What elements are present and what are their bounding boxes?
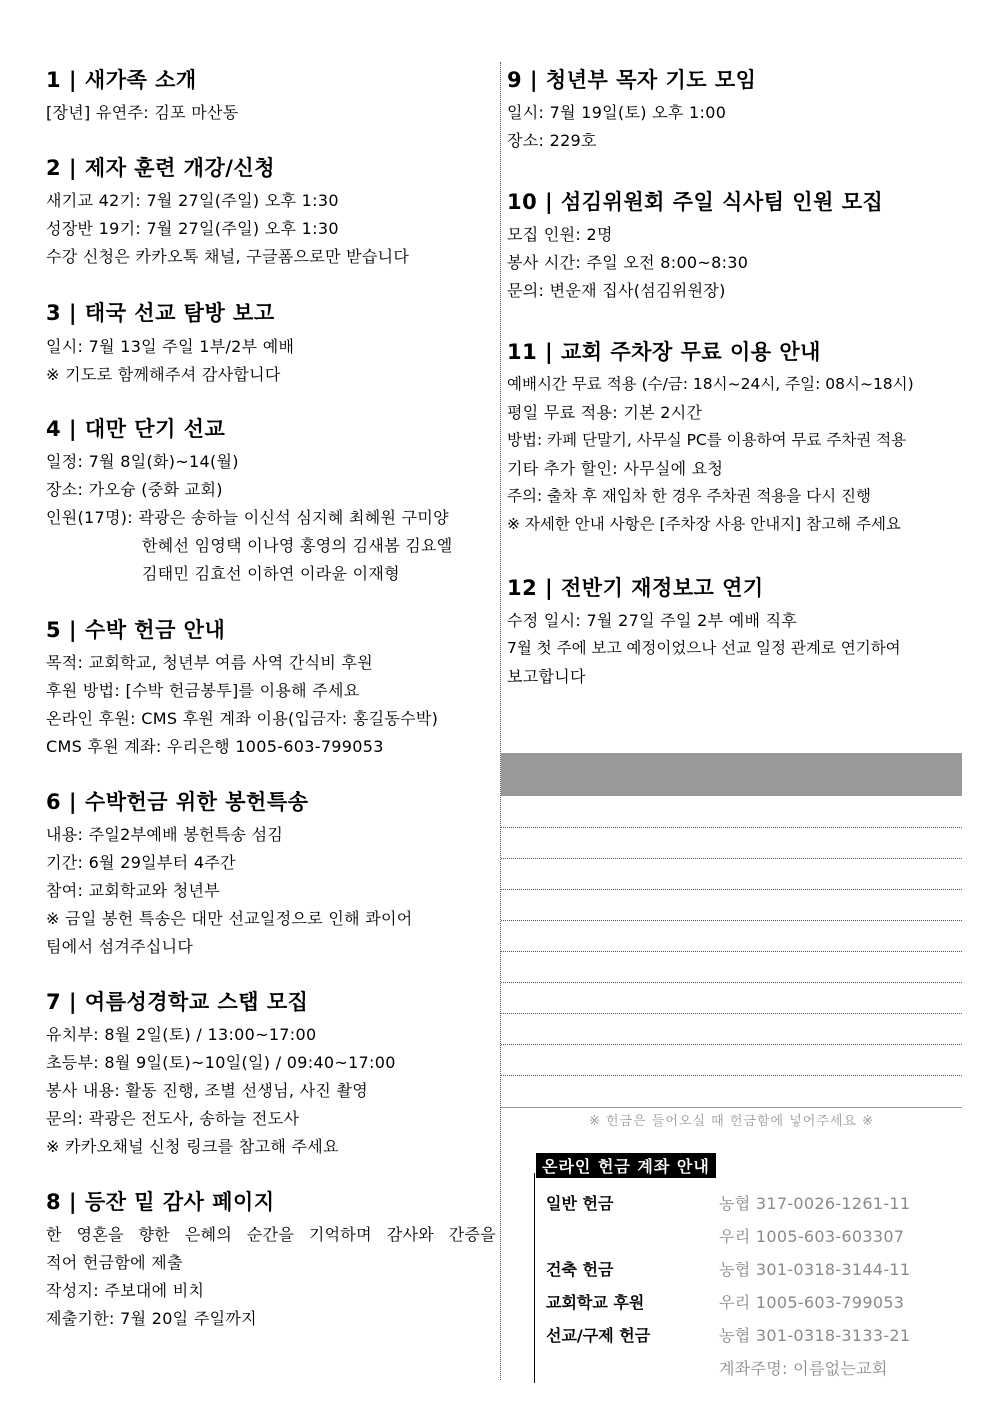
- section-line: 일시: 7월 19일(토) 오후 1:00: [507, 103, 727, 122]
- section-line: 적어 헌금함에 제출: [46, 1253, 183, 1272]
- section-line: 장소: 229호: [507, 131, 597, 150]
- section-line: 일정: 7월 8일(화)~14(월): [46, 452, 239, 471]
- section-line: 인원(17명): 곽광은 송하늘 이신석 심지혜 최혜원 구미양: [46, 508, 449, 527]
- section-line: CMS 후원 계좌: 우리은행 1005-603-799053: [46, 737, 384, 756]
- section-line: 방법: 카페 단말기, 사무실 PC를 이용하여 무료 주차권 적용: [507, 431, 907, 449]
- account-number: 농협 301-0318-3133-21: [719, 1326, 911, 1345]
- section-line: 봉사 시간: 주일 오전 8:00~8:30: [507, 253, 749, 272]
- memo-line: [501, 858, 962, 859]
- section-line: 기간: 6월 29일부터 4주간: [46, 853, 236, 872]
- section-line: 장소: 가오슝 (중화 교회): [46, 480, 223, 499]
- account-label: 교회학교 후원: [546, 1293, 645, 1312]
- account-label: 선교/구제 헌금: [546, 1326, 651, 1345]
- memo-line: [501, 982, 962, 983]
- section-line: 한혜선 임영택 이나영 홍영의 김새봄 김요엘: [142, 536, 453, 555]
- section-line: 작성지: 주보대에 비치: [46, 1281, 205, 1300]
- memo-line: [501, 1044, 962, 1045]
- section-line: 일시: 7월 13일 주일 1부/2부 예배: [46, 337, 295, 356]
- memo-line: [501, 920, 962, 921]
- section-line: ※ 기도로 함께해주셔 감사합니다: [46, 365, 281, 384]
- section-line: 제출기한: 7월 20일 주일까지: [46, 1309, 257, 1328]
- account-number: 우리 1005-603-799053: [719, 1293, 905, 1312]
- account-number: 농협 301-0318-3144-11: [719, 1260, 911, 1279]
- section-title: 2 | 제자 훈련 개강/신청: [46, 156, 275, 180]
- account-label: 건축 헌금: [546, 1260, 614, 1279]
- section-line: 온라인 후원: CMS 후원 계좌 이용(입금자: 홍길동수박): [46, 709, 439, 728]
- section-line: 목적: 교회학교, 청년부 여름 사역 간식비 후원: [46, 653, 374, 672]
- section-line: 팀에서 섬겨주십니다: [46, 937, 194, 956]
- section-line: 예배시간 무료 적용 (수/금: 18시~24시, 주일: 08시~18시): [507, 375, 914, 393]
- memo-bottom-rule: [501, 1107, 962, 1108]
- account-number: 우리 1005-603-603307: [719, 1227, 905, 1246]
- section-title: 9 | 청년부 목자 기도 모임: [507, 68, 757, 92]
- section-title: 6 | 수박헌금 위한 봉헌특송: [46, 790, 309, 814]
- online-offering-accounts: [534, 1153, 962, 1383]
- memo-line: [501, 1075, 962, 1076]
- section-line: 초등부: 8월 9일(토)~10일(일) / 09:40~17:00: [46, 1053, 396, 1072]
- section-line: 수정 일시: 7월 27일 주일 2부 예배 직후: [507, 611, 798, 630]
- section-line: [장년] 유연주: 김포 마산동: [46, 103, 239, 122]
- account-label: 일반 헌금: [546, 1194, 614, 1213]
- section-line: ※ 금일 봉헌 특송은 대만 선교일정으로 인해 콰이어: [46, 909, 413, 928]
- section-title: 10 | 섬김위원회 주일 식사팀 인원 모집: [507, 190, 884, 214]
- section-line: ※ 카카오채널 신청 링크를 참고해 주세요: [46, 1137, 339, 1156]
- memo-header-bar: [501, 753, 962, 796]
- section-title: 12 | 전반기 재정보고 연기: [507, 576, 764, 600]
- section-line: 문의: 변운재 집사(섬김위원장): [507, 281, 726, 300]
- section-line: 주의: 출차 후 재입차 한 경우 주차권 적용을 다시 진행: [507, 487, 871, 505]
- section-line: 한 영혼을 향한 은혜의 순간을 기억하며 감사와 간증을: [46, 1225, 496, 1244]
- column-divider: [500, 62, 501, 1380]
- memo-line: [501, 889, 962, 890]
- memo-line: [501, 1013, 962, 1014]
- offering-note: ※ 헌금은 들어오실 때 헌금함에 넣어주세요 ※: [588, 1114, 875, 1129]
- section-line: 봉사 내용: 활동 진행, 조별 선생님, 사진 촬영: [46, 1081, 369, 1100]
- section-title: 1 | 새가족 소개: [46, 68, 197, 92]
- accounts-rule: [534, 1173, 535, 1383]
- section-title: 7 | 여름성경학교 스탭 모집: [46, 990, 309, 1014]
- section-line: 김태민 김효선 이하연 이라윤 이재형: [142, 564, 400, 583]
- section-line: 유치부: 8월 2일(토) / 13:00~17:00: [46, 1025, 317, 1044]
- section-title: 8 | 등잔 밑 감사 페이지: [46, 1190, 275, 1214]
- section-line: 참여: 교회학교와 청년부: [46, 881, 221, 900]
- memo-line: [501, 951, 962, 952]
- section-line: 7월 첫 주에 보고 예정이었으나 선교 일정 관계로 연기하여: [507, 639, 901, 657]
- section-line: 기타 추가 할인: 사무실에 요청: [507, 459, 724, 478]
- section-line: 모집 인원: 2명: [507, 225, 613, 244]
- section-line: 내용: 주일2부예배 봉헌특송 섬김: [46, 825, 284, 844]
- section-line: ※ 자세한 안내 사항은 [주차장 사용 안내지] 참고해 주세요: [507, 515, 901, 533]
- section-line: 성장반 19기: 7월 27일(주일) 오후 1:30: [46, 219, 339, 238]
- section-title: 4 | 대만 단기 선교: [46, 417, 226, 441]
- account-number: 농협 317-0026-1261-11: [719, 1194, 911, 1213]
- section-line: 새기교 42기: 7월 27일(주일) 오후 1:30: [46, 191, 339, 210]
- section-title: 11 | 교회 주차장 무료 이용 안내: [507, 340, 821, 364]
- section-line: 후원 방법: [수박 헌금봉투]를 이용해 주세요: [46, 681, 360, 700]
- accounts-title: 온라인 헌금 계좌 안내: [536, 1153, 716, 1178]
- section-title: 3 | 태국 선교 탐방 보고: [46, 301, 275, 325]
- section-line: 문의: 곽광은 전도사, 송하늘 전도사: [46, 1109, 300, 1128]
- section-line: 수강 신청은 카카오톡 채널, 구글폼으로만 받습니다: [46, 247, 410, 266]
- account-holder: 계좌주명: 이름없는교회: [719, 1359, 888, 1378]
- section-line: 보고합니다: [507, 667, 586, 686]
- memo-line: [501, 827, 962, 828]
- section-line: 평일 무료 적용: 기본 2시간: [507, 403, 703, 422]
- section-title: 5 | 수박 헌금 안내: [46, 618, 226, 642]
